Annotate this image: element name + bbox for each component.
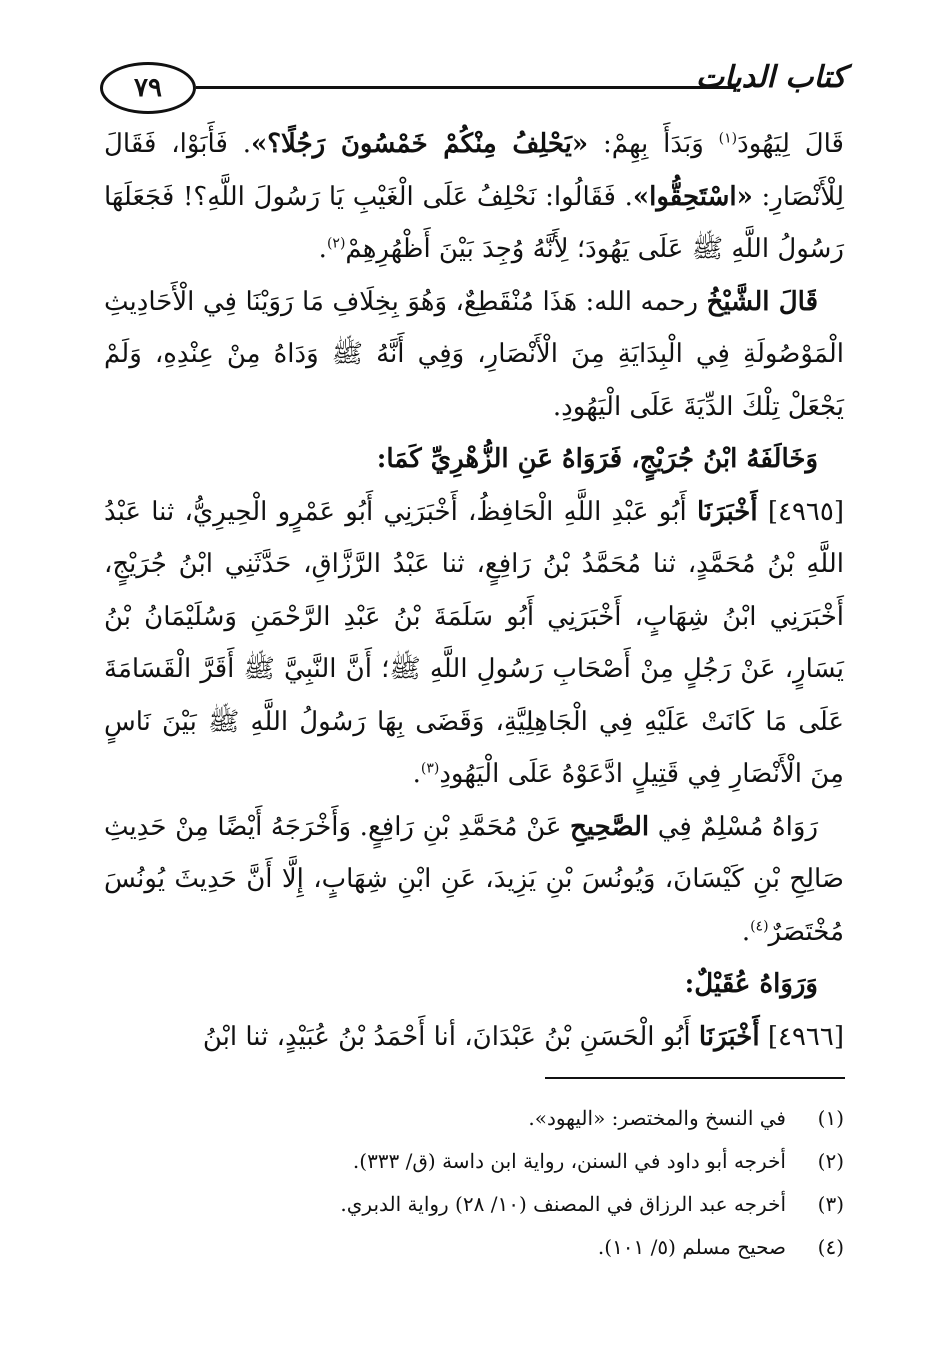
text-run: . فَأَبَوْا، فَقَالَ لِلْأَنْصَارِ:: [104, 129, 844, 212]
paragraph-1: [104, 118, 844, 276]
footnote-ref: (٤): [750, 917, 769, 934]
text-run: وَبَدَأَ بِهِمْ:: [588, 129, 719, 159]
hadith-number: [٤٩٦٥]: [757, 496, 844, 527]
book-title: كتاب الديات: [695, 60, 846, 95]
paragraph-6: [104, 958, 844, 1011]
quoted-speech: «اسْتَحِقُّوا»: [632, 181, 753, 212]
footnote-text: أخرجه أبو داود في السنن، رواية ابن داسة (ق/ ٣٣٣).: [352, 1149, 786, 1173]
text-run: .: [741, 916, 751, 947]
narration-opener: أَخْبَرَنَا: [698, 1021, 760, 1052]
footnote-3: [104, 1192, 844, 1235]
paragraph-5: [104, 801, 844, 959]
page-number: ٧٩: [100, 62, 196, 114]
header-rule: [196, 86, 736, 89]
quoted-speech: «يَحْلِفُ مِنْكُمْ خَمْسُونَ رَجُلًا؟»: [251, 129, 589, 159]
text-run: .: [318, 234, 327, 264]
footnote-number: (٤): [817, 1235, 844, 1259]
paragraph-3: [104, 433, 844, 486]
footnote-4: [104, 1235, 844, 1278]
text-run: .: [412, 759, 421, 789]
text-run: قَالَ لِيَهُودَ: [737, 129, 844, 159]
footnote-text: في النسخ والمختصر: «اليهود».: [528, 1106, 786, 1130]
footnote-number: (٣): [817, 1192, 844, 1216]
main-text: [104, 118, 844, 1063]
speaker-label: قَالَ الشَّيْخُ: [706, 286, 819, 317]
hadith-4965: [104, 486, 844, 801]
footnote-number: (١): [817, 1106, 844, 1130]
footnote-text: أخرجه عبد الرزاق في المصنف (١٠/ ٢٨) رواية الدبري.: [340, 1192, 786, 1216]
page-header: [100, 56, 846, 126]
text-run: أَبُو الْحَسَنِ بْنُ عَبْدَانَ، أنا أَحْمَدُ بْنُ عُبَيْدٍ، ثنا ابْنُ: [202, 1021, 699, 1052]
section-heading: وَخَالَفَهُ ابْنُ جُرَيْجٍ، فَرَوَاهُ عَنِ الزُّهْرِيِّ كَمَا:: [376, 444, 818, 474]
footnote-text: صحيح مسلم (٥/ ١٠١).: [597, 1235, 786, 1259]
text-run: رَوَاهُ مُسْلِمٌ فِي: [649, 811, 818, 842]
footnote-number: (٢): [817, 1149, 844, 1173]
paragraph-2: [104, 276, 844, 434]
footnote-ref: (٢): [326, 235, 346, 252]
footnote-1: [104, 1106, 844, 1149]
book-name: الصَّحِيحِ: [570, 811, 650, 842]
text-run: أَبُو عَبْدِ اللَّهِ الْحَافِظُ، أَخْبَرَنِي أَبُو عَمْرٍو الْحِيرِيُّ، ثنا عَبْدُ اللَّهِ بْنُ مُحَمَّدٍ، ثنا مُحَمَّدُ بْنُ رَافِعٍ، ثنا عَبْدُ الرَّزَّاقِ، حَدَّثَنِي ابْنُ جُرَيْجٍ، أَخْبَرَنِي ابْنُ شِهَابٍ، أَخْبَرَنِي أَبُو سَلَمَةَ بْنُ عَبْدِ الرَّحْمَنِ وَسُلَيْمَانُ بْنُ يَسَارٍ، عَنْ رَجُلٍ مِنْ أَصْحَابِ رَسُولِ اللَّهِ ﷺ؛ أَنَّ النَّبِيَّ ﷺ أَقَرَّ الْقَسَامَةَ عَلَى مَا كَانَتْ عَلَيْهِ فِي الْجَاهِلِيَّةِ، وَقَضَى بِهَا رَسُولُ اللَّهِ ﷺ بَيْنَ نَاسٍ مِنَ الْأَنْصَارِ فِي قَتِيلٍ ادَّعَوْهُ عَلَى الْيَهُودِ: [104, 496, 844, 789]
footnote-separator: [545, 1077, 845, 1079]
text-run: عَنْ مُحَمَّدِ بْنِ رَافِعٍ. وَأَخْرَجَهُ أَيْضًا مِنْ حَدِيثِ صَالِحِ بْنِ كَيْسَانَ، وَيُونُسَ بْنِ يَزِيدَ، عَنِ ابْنِ شِهَابٍ، إِلَّا أَنَّ حَدِيثَ يُونُسَ مُخْتَصَرٌ: [104, 811, 844, 947]
section-heading: وَرَوَاهُ عُقَيْلٌ:: [684, 969, 818, 999]
footnote-ref: (١): [718, 130, 738, 147]
footnote-ref: (٣): [420, 760, 440, 777]
hadith-number: [٤٩٦٦]: [759, 1021, 844, 1052]
text-run: رحمه الله: هَذَا مُنْقَطِعٌ، وَهُوَ بِخِلَافِ مَا رَوَيْنَا فِي الْأَحَادِيثِ الْمَوْصُولَةِ فِي الْبِدَايَةِ مِنَ الْأَنْصَارِ، وَفِي أَنَّهُ ﷺ وَدَاهُ مِنْ عِنْدِهِ، وَلَمْ يَجْعَلْ تِلْكَ الدِّيَةَ عَلَى الْيَهُودِ.: [104, 286, 844, 422]
footnotes: [104, 1106, 844, 1278]
hadith-4966: [104, 1011, 844, 1064]
narration-opener: أَخْبَرَنَا: [696, 496, 758, 527]
text-run: . فَقَالُوا: نَحْلِفُ عَلَى الْغَيْبِ يَا رَسُولَ اللَّهِ؟! فَجَعَلَهَا رَسُولُ اللَّهِ ﷺ عَلَى يَهُودَ؛ لِأَنَّهُ وُجِدَ بَيْنَ أَظْهُرِهِمْ: [104, 181, 844, 264]
footnote-2: [104, 1149, 844, 1192]
